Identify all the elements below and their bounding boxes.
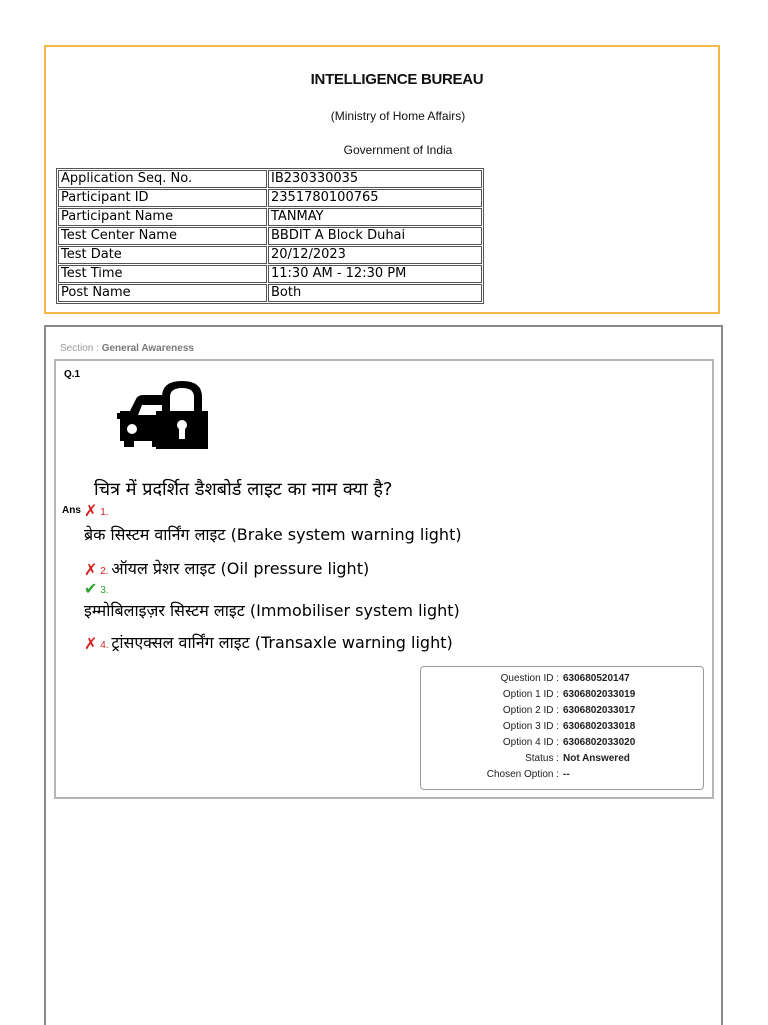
info-label: Post Name (58, 284, 267, 302)
meta-row (421, 673, 703, 689)
info-label: Application Seq. No. (58, 170, 267, 188)
cross-icon: ✗ (84, 562, 98, 579)
section-prefix: Section : (60, 343, 102, 354)
info-value: IB230330035 (268, 170, 482, 188)
government-subtitle: Government of India (343, 143, 453, 157)
meta-label: Option 4 ID : (502, 737, 559, 748)
car-lock-icon (116, 375, 210, 451)
meta-label: Option 1 ID : (502, 689, 559, 700)
table-row (58, 189, 482, 207)
info-value: TANMAY (268, 208, 482, 226)
section-label (60, 343, 194, 354)
option-4-text: ट्रांसएक्सल वार्निंग लाइट (Transaxle warning light) (111, 633, 453, 652)
meta-value: 6306802033018 (563, 721, 636, 732)
exam-header (44, 45, 720, 314)
info-value: 20/12/2023 (268, 246, 482, 264)
option-number: 2. (100, 566, 109, 577)
table-row (58, 265, 482, 283)
meta-row (421, 689, 703, 705)
option-2-text: ऑयल प्रेशर लाइट (Oil pressure light) (111, 559, 370, 578)
meta-label: Question ID : (500, 673, 559, 684)
question-box (54, 359, 714, 799)
info-value: BBDIT A Block Duhai (268, 227, 482, 245)
meta-value: 630680520147 (563, 673, 630, 684)
info-label: Participant Name (58, 208, 267, 226)
info-label: Test Date (58, 246, 267, 264)
info-label: Test Center Name (58, 227, 267, 245)
option-number: 1. (100, 507, 109, 518)
table-row (58, 284, 482, 302)
option-2 (84, 557, 369, 580)
meta-label: Option 2 ID : (502, 705, 559, 716)
option-4-marker (84, 636, 111, 653)
meta-row (421, 769, 703, 785)
option-1-marker (84, 501, 109, 521)
info-value: Both (268, 284, 482, 302)
question-panel (44, 325, 723, 1025)
option-number: 3. (100, 585, 109, 596)
meta-label: Chosen Option : (486, 769, 559, 780)
meta-row (421, 753, 703, 769)
meta-value: 6306802033019 (563, 689, 636, 700)
answer-label: Ans (62, 505, 81, 516)
question-number: Q.1 (64, 369, 81, 380)
table-row (58, 170, 482, 188)
cross-icon: ✗ (84, 636, 98, 653)
meta-value: 6306802033020 (563, 737, 636, 748)
table-row (58, 208, 482, 226)
meta-row (421, 737, 703, 753)
meta-value: -- (563, 769, 570, 780)
info-value: 11:30 AM - 12:30 PM (268, 265, 482, 283)
table-row (58, 227, 482, 245)
question-text: चित्र में प्रदर्शित डैशबोर्ड लाइट का नाम क्या है? (94, 479, 393, 500)
option-2-marker (84, 562, 111, 579)
meta-value: Not Answered (563, 753, 630, 764)
ministry-subtitle: (Ministry of Home Affairs) (330, 109, 466, 123)
info-label: Test Time (58, 265, 267, 283)
section-name: General Awareness (101, 343, 194, 354)
meta-label: Status : (525, 753, 559, 764)
option-3-text: इम्मोबिलाइज़र सिस्टम लाइट (Immobiliser system light) (84, 601, 460, 620)
question-meta-box (420, 666, 704, 790)
table-row (58, 246, 482, 264)
info-value: 2351780100765 (268, 189, 482, 207)
check-icon: ✔ (84, 581, 98, 598)
meta-value: 6306802033017 (563, 705, 636, 716)
option-1-text: ब्रेक सिस्टम वार्निंग लाइट (Brake system warning light) (84, 525, 462, 544)
option-number: 4. (100, 640, 109, 651)
meta-row (421, 705, 703, 721)
meta-label: Option 3 ID : (502, 721, 559, 732)
info-label: Participant ID (58, 189, 267, 207)
option-3-marker (84, 579, 109, 599)
candidate-info-table (56, 168, 484, 304)
cross-icon: ✗ (84, 503, 98, 520)
meta-row (421, 721, 703, 737)
org-title: INTELLIGENCE BUREAU (310, 71, 484, 88)
option-4 (84, 631, 453, 654)
